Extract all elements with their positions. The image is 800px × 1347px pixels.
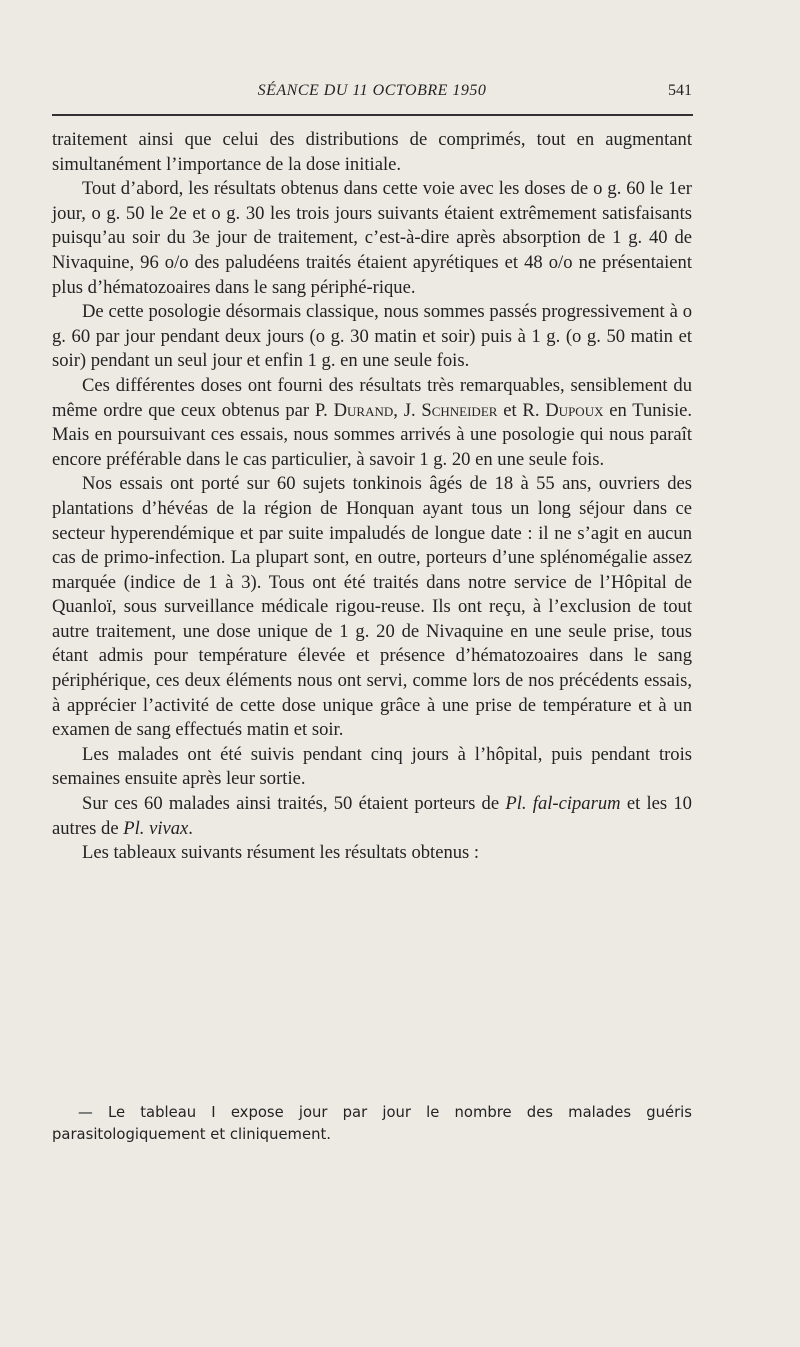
header-rule (52, 114, 693, 116)
text-run: et les 10 autres de (52, 793, 692, 839)
species-name: Pl. fal-ciparum (505, 793, 621, 815)
paragraph: De cette posologie désormais classique, nous sommes passés progressivement à o g. 60 par jour pendant deux jours (o g. 30 matin et soir) puis à 1 g. (o g. 50 matin et soir) pendant un seul jour et enfin 1 g. en une seule fois. (52, 301, 692, 372)
footnote-text: — Le tableau I expose jour par jour le nombre des malades guéris parasitologiquement et cliniquement. (52, 1104, 692, 1143)
paragraph: Tout d’abord, les résultats obtenus dans cette voie avec les doses de o g. 60 le 1er jour, o g. 50 le 2e et o g. 30 les trois jours suivants étaient extrêmement satisfaisants puisqu’au soir du 3e jour de traitement, c’est-à-dire après absorption de 1 g. 40 de Nivaquine, 96 o/o des paludéens traités étaient apyrétiques et 48 o/o ne présentaient plus d’hématozoaires dans le sang périphé-rique. (52, 178, 692, 298)
body-text (52, 128, 692, 866)
text-run: et (497, 399, 523, 421)
author-name: R. Dupoux (522, 399, 604, 421)
paragraph: Les malades ont été suivis pendant cinq jours à l’hôpital, puis pendant trois semaines ensuite après leur sortie. (52, 743, 692, 790)
paragraph (52, 792, 692, 841)
text-run: , (393, 399, 404, 421)
page-header (52, 82, 692, 106)
paragraph (52, 374, 692, 472)
running-title: SÉANCE DU 11 OCTOBRE 1950 (257, 82, 487, 99)
paragraph: Les tableaux suivants résument les résultats obtenus : (82, 842, 480, 864)
page-number: 541 (668, 82, 692, 99)
author-name: P. Durand (314, 399, 394, 421)
text-run: Sur ces 60 malades ainsi traités, 50 étaient porteurs de (82, 793, 506, 815)
paragraph: Nos essais ont porté sur 60 sujets tonkinois âgés de 18 à 55 ans, ouvriers des plantations d’hévéas de la région de Honquan ayant tous un long séjour dans ce secteur hyperendémique et par suite impaludés de longue date : il ne s’agit en aucun cas de primo-infection. La plupart sont, en outre, porteurs d’une splénomégalie assez marquée (indice de 1 à 3). Tous ont été traités dans notre service de l’Hôpital de Quanloï, sous surveillance médicale rigou-reuse. Ils ont reçu, à l’exclusion de tout autre traitement, une dose unique de 1 g. 20 de Nivaquine en une seule prise, tous étant admis pour température élevée et présence d’hématozoaires dans le sang périphérique, ces deux éléments nous ont servi, comme lors de nos précédents essais, à apprécier l’activité de cette dose unique grâce à une prise de température et à un examen de sang effectués matin et soir. (52, 473, 692, 741)
text-run: . (188, 817, 193, 839)
species-name: Pl. vivax (123, 817, 189, 839)
text-run: en Tunisie. Mais en poursuivant ces essais, nous sommes arrivés à une posologie qui nous paraît encore préférable dans le cas particulier, à savoir 1 g. 20 en une seule fois. (52, 399, 693, 470)
paragraph: traitement ainsi que celui des distributions de comprimés, tout en augmentant simultanément l’importance de la dose initiale. (52, 129, 692, 175)
footnote (52, 1102, 692, 1146)
author-name: J. Schneider (403, 399, 498, 421)
text-run: Ces différentes doses ont fourni des résultats très remarquables, sensiblement du même ordre que ceux obtenus par (52, 374, 692, 421)
